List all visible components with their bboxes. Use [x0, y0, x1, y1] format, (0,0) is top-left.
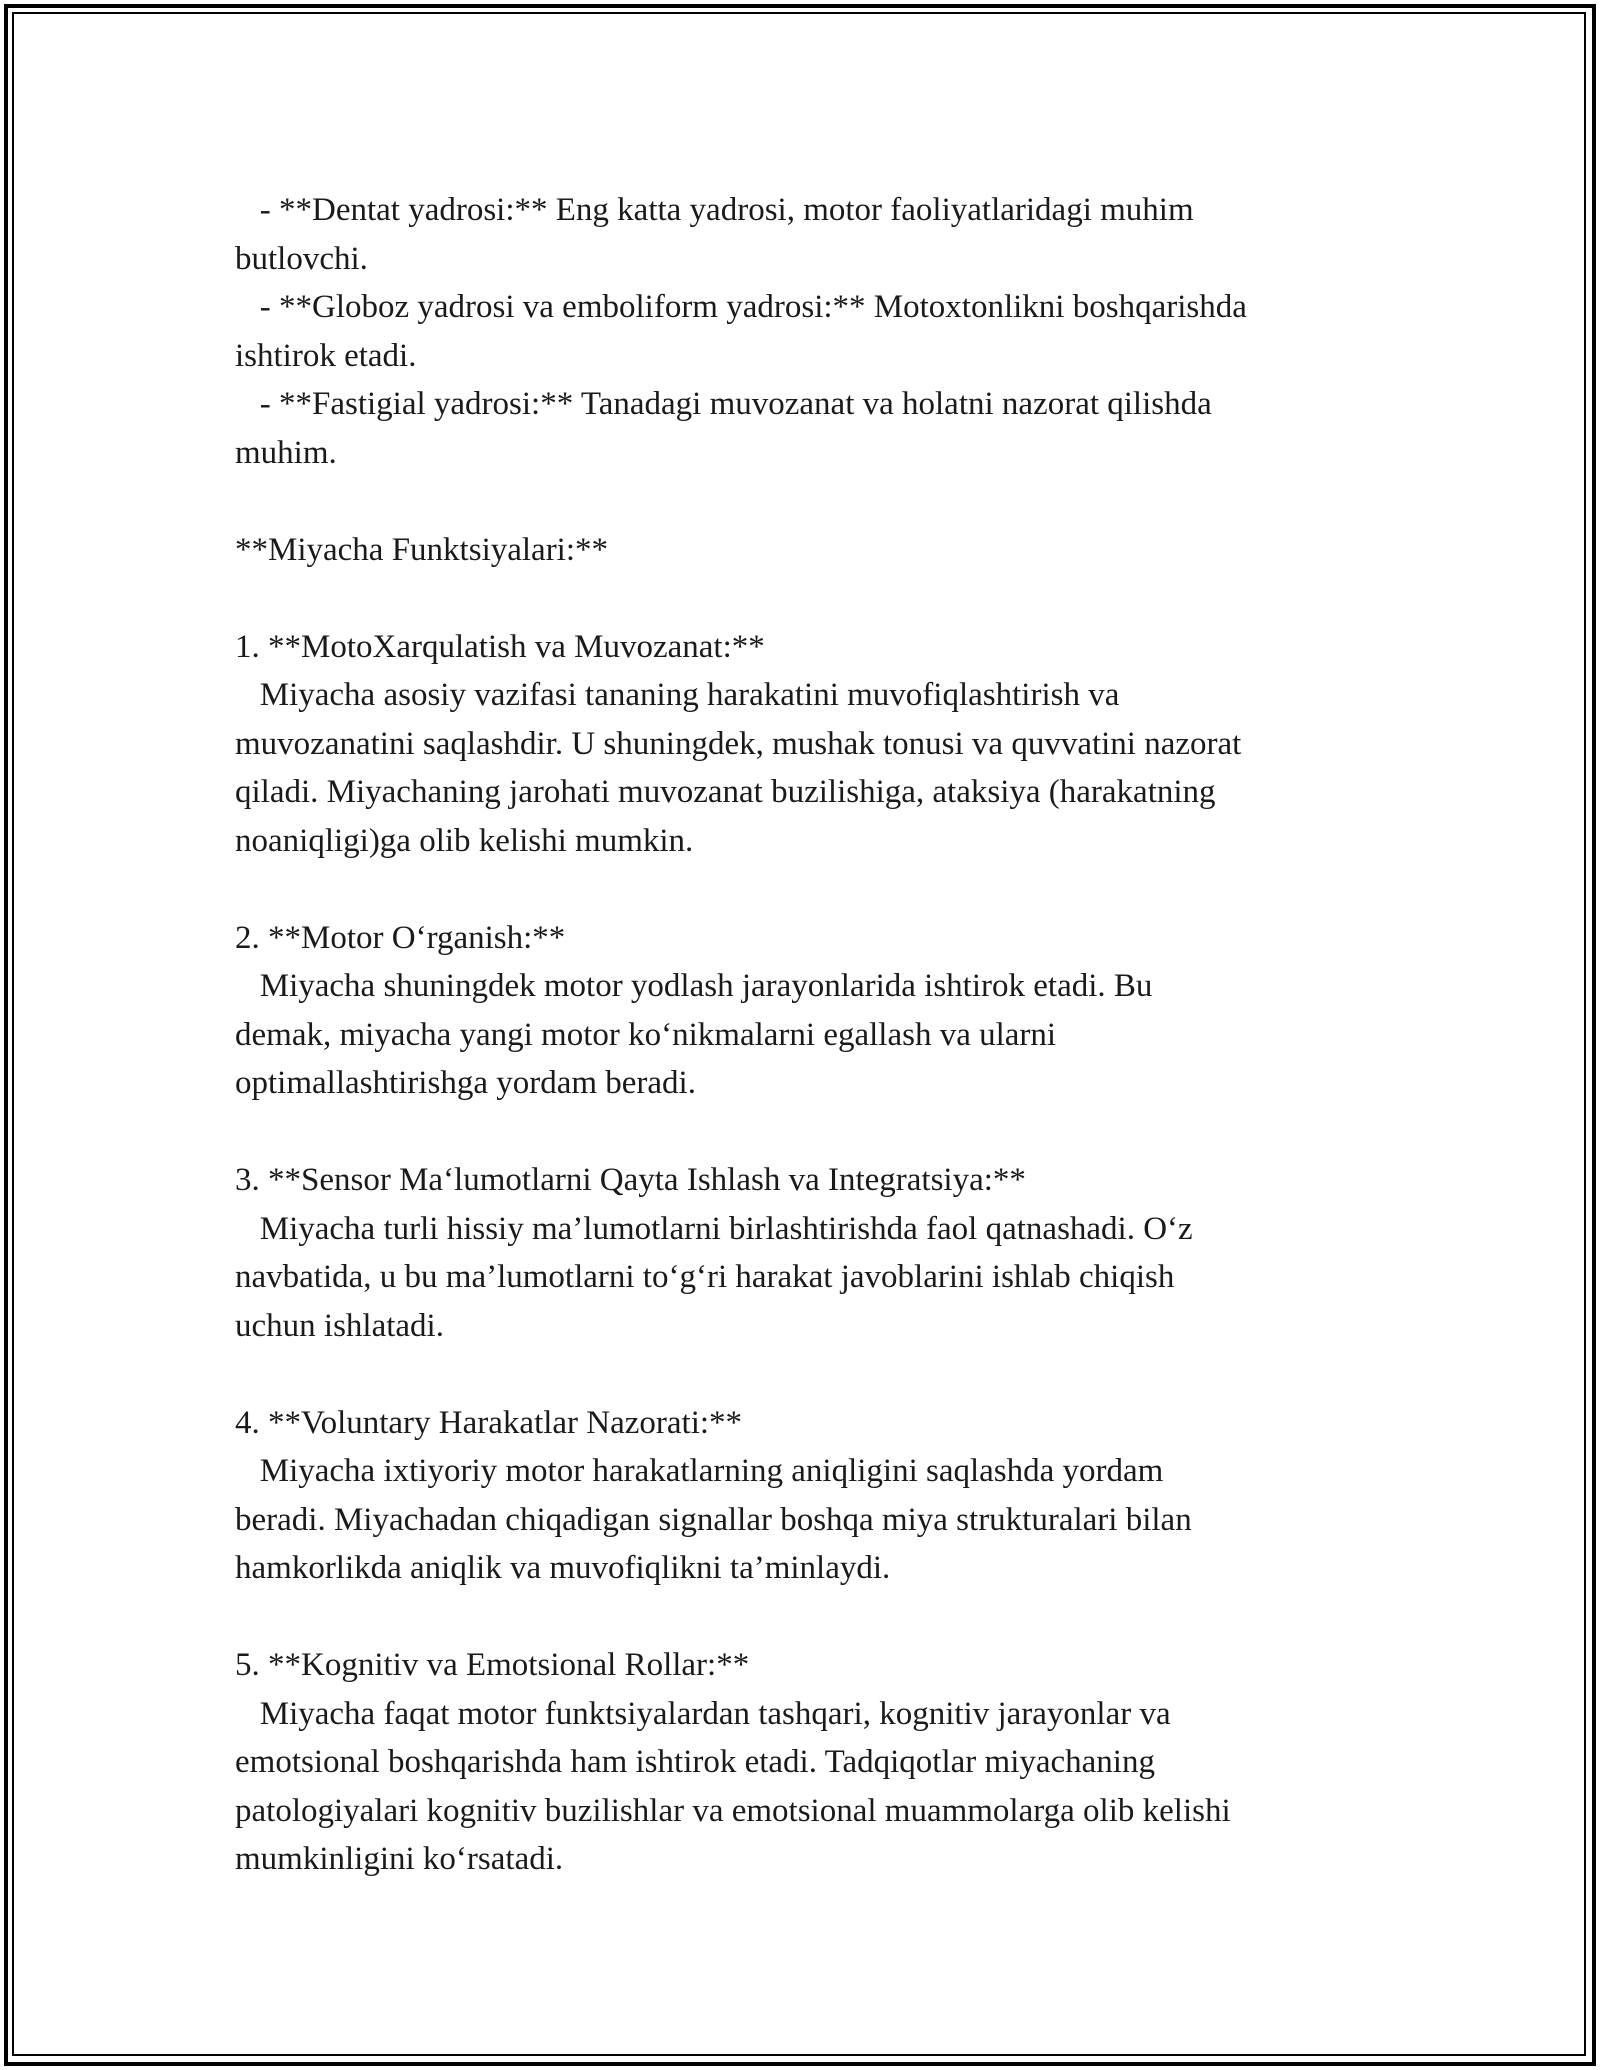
blank-line	[235, 477, 1385, 526]
text-line: patologiyalari kognitiv buzilishlar va emotsional muammolarga olib kelishi	[235, 1792, 1231, 1829]
blank-line	[235, 1593, 1385, 1642]
text-line: mumkinligini ko‘rsatadi.	[235, 1841, 564, 1877]
blank-line	[235, 1108, 1385, 1157]
text-line: Miyacha asosiy vazifasi tananing harakatini muvofiqlashtirish va	[235, 677, 1120, 713]
text-line: Miyacha ixtiyoriy motor harakatlarning aniqligini saqlashda yordam	[235, 1453, 1164, 1489]
text-line: muhim.	[235, 434, 337, 471]
list-item-heading: 4. **Voluntary Harakatlar Nazorati:**	[235, 1404, 743, 1441]
text-line: uchun ishlatadi.	[235, 1307, 444, 1344]
text-line: - **Dentat yadrosi:** Eng katta yadrosi, motor faoliyatlaridagi muhim	[235, 192, 1194, 228]
list-item-heading: 2. **Motor O‘rganish:**	[235, 919, 566, 956]
text-line: qiladi. Miyachaning jarohati muvozanat buzilishiga, ataksiya (harakatning	[235, 774, 1216, 810]
blank-line	[235, 1350, 1385, 1399]
text-line: hamkorlikda aniqlik va muvofiqlikni ta’minlaydi.	[235, 1550, 891, 1586]
list-item-heading: 5. **Kognitiv va Emotsional Rollar:**	[235, 1647, 750, 1683]
text-line: emotsional boshqarishda ham ishtirok etadi. Tadqiqotlar miyachaning	[235, 1744, 1155, 1780]
text-line: - **Fastigial yadrosi:** Tanadagi muvozanat va holatni nazorat qilishda	[235, 386, 1212, 422]
section-heading: **Miyacha Funktsiyalari:**	[235, 531, 609, 568]
list-item-heading: 1. **MotoXarqulatish va Muvozanat:**	[235, 628, 765, 665]
text-line: muvozanatini saqlashdir. U shuningdek, mushak tonusi va quvvatini nazorat	[235, 725, 1242, 762]
text-line: - **Globoz yadrosi va emboliform yadrosi:** Motoxtonlikni boshqarishda	[235, 289, 1247, 325]
text-line: Miyacha shuningdek motor yodlash jarayonlarida ishtirok etadi. Bu	[235, 968, 1153, 1004]
list-item-heading: 3. **Sensor Ma‘lumotlarni Qayta Ishlash va Integratsiya:**	[235, 1162, 1026, 1198]
text-line: Miyacha faqat motor funktsiyalardan tashqari, kognitiv jarayonlar va	[235, 1695, 1171, 1732]
text-line: optimallashtirishga yordam beradi.	[235, 1065, 696, 1101]
text-line: navbatida, u bu ma’lumotlarni to‘g‘ri harakat javoblarini ishlab chiqish	[235, 1259, 1175, 1295]
blank-line	[235, 574, 1385, 623]
text-line: noaniqligi)ga olib kelishi mumkin.	[235, 822, 694, 859]
document-body	[235, 186, 1385, 1884]
text-line: Miyacha turli hissiy ma’lumotlarni birlashtirishda faol qatnashadi. O‘z	[235, 1210, 1193, 1247]
blank-line	[235, 865, 1385, 914]
text-line: butlovchi.	[235, 240, 368, 277]
text-line: demak, miyacha yangi motor ko‘nikmalarni egallash va ularni	[235, 1016, 1057, 1053]
text-line: ishtirok etadi.	[235, 337, 417, 374]
text-line: beradi. Miyachadan chiqadigan signallar boshqa miya strukturalari bilan	[235, 1501, 1192, 1538]
